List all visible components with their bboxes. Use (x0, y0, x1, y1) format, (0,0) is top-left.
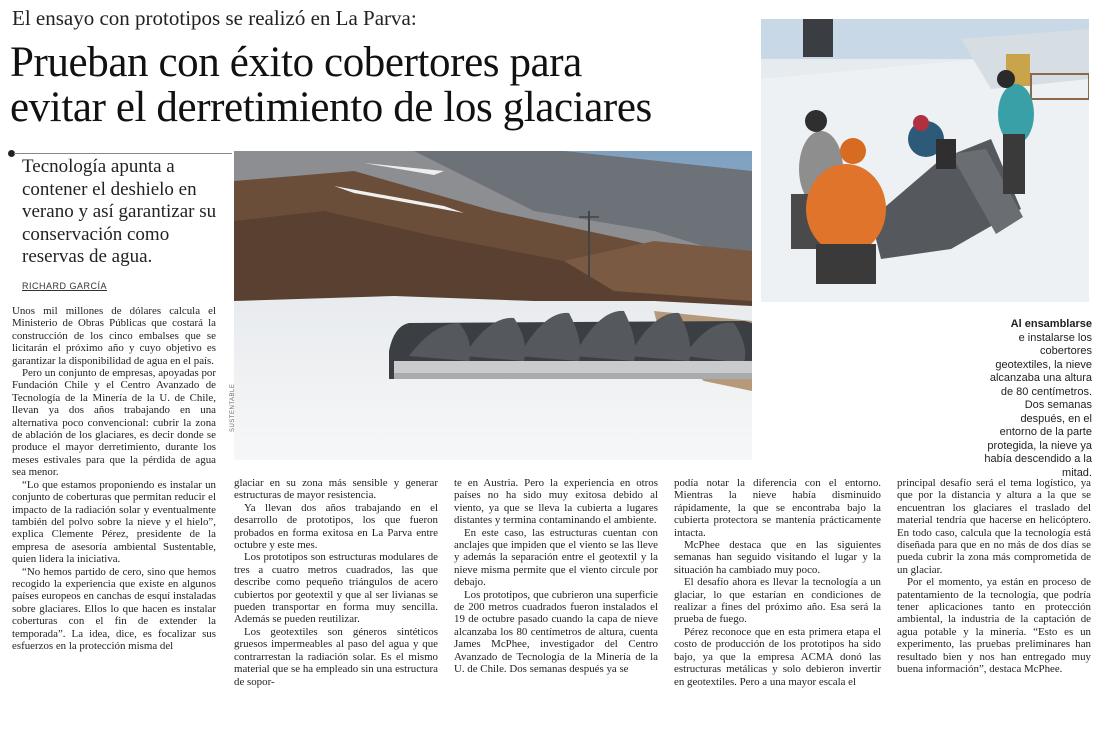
paragraph: Unos mil millones de dólares calcula el Ministerio de Obras Públicas que costará la construcción de los cinco embalses que se licitarán el próximo año y cuyo objetivo es garantizar la disponibilidad de agua en el país. (12, 305, 216, 367)
article-deck: Tecnología apunta a contener el deshielo en verano y así garantizar su conservación como reservas de agua. (22, 156, 217, 267)
paragraph: Los geotextiles son géneros sintéticos gruesos impermeables al paso del agua y que contrarrestan la radiación solar. Es el mismo material que se ha empleado sin una estructura de sopor- (234, 625, 438, 688)
paragraph: En este caso, las estructuras cuentan con anclajes que impiden que el viento se las lleve y además la separación entre el geotextil y la nieve misma permite que el viento circule por debajo. (454, 526, 658, 589)
article-column-3 (454, 477, 658, 676)
deck-divider (14, 153, 232, 154)
paragraph: McPhee destaca que en las siguientes semanas han seguido visitando el lugar y la situación ha cambiado muy poco. (674, 539, 881, 576)
paragraph: principal desafío será el tema logístico, ya que por la distancia y altura a la que se encuentran los glaciares el traslado del material tendría que hacerse en helicóptero. En todo caso, calcula que la tecnología está diseñada para que en no más de dos días se pueda cubrir la zona más comprometida de un glaciar. (897, 477, 1091, 576)
article-column-5 (897, 477, 1091, 676)
photo-credit: SUSTENTABLE (230, 383, 236, 432)
article-kicker: El ensayo con prototipos se realizó en La Parva: (12, 6, 417, 30)
paragraph: “No hemos partido de cero, sino que hemos recogido la experiencia que existe en algunos países europeos en canchas de esquí instaladas sobre glaciares. Ellos lo que hacen es instalar coberturas con el fin de extender la temporada”. La idea, dice, es focalizar sus esfuerzos en la protección misma del (12, 565, 216, 652)
paragraph: Pero un conjunto de empresas, apoyadas por Fundación Chile y el Centro Avanzado de Tecnología de la Minería de la U. de Chile, llevan ya dos años trabajando en una alternativa poco convencional: cubrir la zona de ablación de los glaciares, es decir donde se produce el mayor derretimiento, durante los meses estivales para que la pérdida de agua sea menor. (12, 367, 216, 479)
article-column-4 (674, 477, 881, 688)
paragraph: Pérez reconoce que en esta primera etapa el costo de producción de los prototipos ha sido bajo, ya que la empresa ACMA donó las estructuras metálicas y solo debieron invertir en geotextiles. Pero a una mayor escala el (674, 625, 881, 688)
article-byline: RICHARD GARCÍA (22, 281, 108, 291)
paragraph: El desafío ahora es llevar la tecnología a un glaciar, lo que estarían en condiciones de realizar a fines del próximo año. Esa será la prueba de fuego. (674, 576, 881, 626)
paragraph: “Lo que estamos proponiendo es instalar un conjunto de coberturas que permitan reducir el impacto de la radiación solar y eventualmente también del polvo sobre la nieve y el hielo”, explica Clemente Pérez, presidente de la empresa de asesoría ambiental Sustentable, quien lidera la iniciativa. (12, 478, 216, 566)
paragraph: Los prototipos, que cubrieron una superficie de 200 metros cuadrados fueron instalados el 19 de octubre pasado cuando la capa de nieve alcanzaba los 80 centímetros de altura, cuenta James McPhee, investigador del Centro Avanzado de Tecnología de la Minería de la U. de Chile. Dos semanas después ya se (454, 588, 658, 676)
article-column-1 (12, 305, 216, 652)
headline-line-1: Prueban con éxito cobertores para (10, 39, 582, 86)
assembly-photo (761, 19, 1089, 302)
headline-line-2: evitar el derretimiento de los glaciares (10, 84, 652, 131)
article-column-2 (234, 477, 438, 688)
main-photo (234, 151, 752, 460)
caption-text: e instalarse los cobertores geotextiles, la nieve alcanzaba una altura de 80 centímetros. Dos semanas después, en el entorno de la parte protegida, la nieve ya había descendido a la mitad. (984, 331, 1092, 479)
photo-caption (982, 318, 1092, 480)
paragraph: Los prototipos son estructuras modulares de tres a cuatro metros cuadrados, las que describe como pequeño triángulos de acero cubiertos por geotextil y que al ser livianas se pueden transportar en forma muy sencilla. Además se pueden reutilizar. (234, 551, 438, 626)
paragraph: Ya llevan dos años trabajando en el desarrollo de prototipos, los que fueron probados en forma exitosa en La Parva entre octubre y este mes. (234, 501, 438, 552)
paragraph: podía notar la diferencia con el entorno. Mientras la nieve había disminuido rápidamente, la que se encontraba bajo la cubierta protectora se mantenía prácticamente intacta. (674, 477, 881, 539)
paragraph: glaciar en su zona más sensible y generar estructuras de mayor resistencia. (234, 477, 438, 502)
paragraph: Por el momento, ya están en proceso de patentamiento de la tecnología, que podría tener aplicaciones tanto en protección ambiental, la industria de la captación de agua potable y la minería. “Esto es un experimento, las pruebas preliminares han resultado bien y nos han entregado muy buena información”, destaca McPhee. (897, 576, 1091, 676)
paragraph: te en Austria. Pero la experiencia en otros países no ha sido muy exitosa debido al viento, ya que se lleva la cubierta a lugares distantes y termina contaminando el ambiente. (454, 477, 658, 527)
article-headline (10, 40, 755, 130)
caption-title: Al ensamblarse (1010, 318, 1092, 330)
